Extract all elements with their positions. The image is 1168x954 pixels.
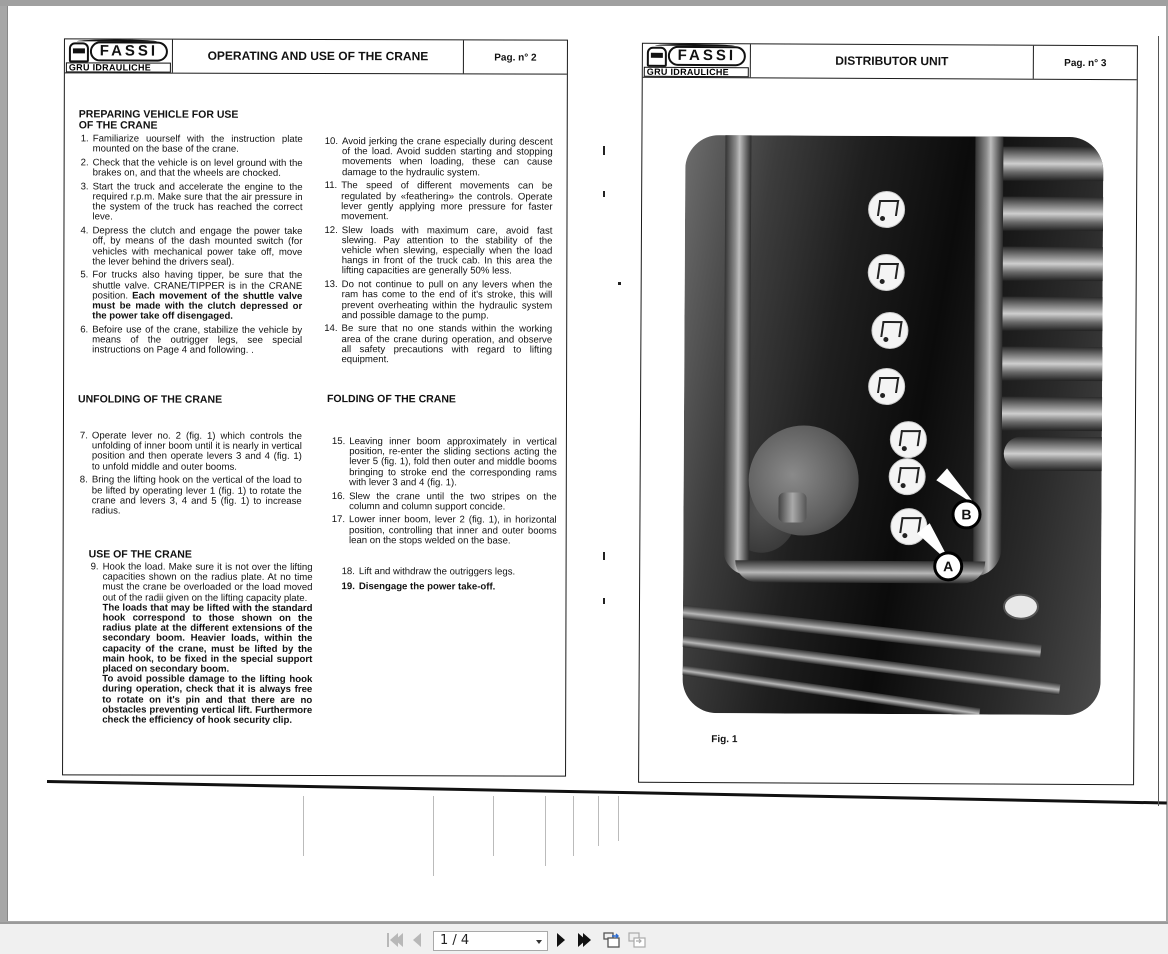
list-item: 18. Lift and withdraw the outriggers legs. xyxy=(341,566,516,578)
logo-subtitle: GRU IDRAULICHE xyxy=(644,67,749,78)
navigation-toolbar xyxy=(0,922,1168,954)
chevron-down-icon[interactable] xyxy=(536,940,542,944)
last-page-button[interactable] xyxy=(577,932,593,948)
use-list xyxy=(90,562,312,729)
left-page-header xyxy=(65,39,567,74)
scan-speck xyxy=(603,552,605,560)
fassi-logo xyxy=(643,44,751,78)
folding-final-list xyxy=(342,567,552,596)
scan-streak xyxy=(598,796,599,846)
list-item: 8. Bring the lifting hook on the vertical of the load to be lifted by operating lever 1 (fig. 1) to rotate the crane and levers 3, 4 and 5 (fig. 1) to increase radius. xyxy=(79,474,302,517)
scan-streak xyxy=(433,796,434,876)
figure-caption: Fig. 1 xyxy=(711,734,738,746)
lever-knob-b xyxy=(889,458,926,495)
section-heading-folding: FOLDING OF THE CRANE xyxy=(327,393,456,406)
callout-b: B xyxy=(951,499,981,529)
lever-knob-5 xyxy=(890,421,927,458)
list-item: 1. Familiarize uourself with the instruction plate mounted on the base of the crane. xyxy=(80,133,303,156)
previous-page-icon xyxy=(413,933,421,947)
preparing-list xyxy=(80,134,303,360)
page-title: OPERATING AND USE OF THE CRANE xyxy=(207,48,429,64)
two-page-view-icon xyxy=(628,932,646,948)
scan-speck xyxy=(618,282,621,285)
unfolding-list xyxy=(80,431,302,520)
logo-brand: FASSI xyxy=(90,41,168,61)
list-item: 13. Do not continue to pull on any levers when the ram has come to the end of it's stroke, this will prevent overheating within the hydraulic system and possible damage to the pump. xyxy=(324,279,553,322)
list-item: 12. Slew loads with maximum care, avoid fast slewing. Pay attention to the stability of the vehicle when slewing, especially when the load hangs in front of the truck cab. In this area the lifting capacities are generally 50% less. xyxy=(324,224,553,277)
fassi-logo xyxy=(65,39,173,72)
lever-knob-2 xyxy=(868,254,905,291)
bolt xyxy=(778,492,806,522)
list-item: 7. Operate lever no. 2 (fig. 1) which controls the unfolding of inner boom until it is nearly in vertical position and then operate levers 3 and 4 (fig. 1) to unfold middle and outer booms. xyxy=(79,430,302,473)
logo-subtitle: GRU IDRAULICHE xyxy=(66,62,171,72)
bolt xyxy=(1003,594,1039,620)
list-item: 16. Slew the crane until the two stripes on the column and column support concide. xyxy=(331,490,557,513)
scan-speck xyxy=(603,598,605,604)
logo-brand: FASSI xyxy=(668,46,746,66)
page-number: Pag. n° 2 xyxy=(463,40,567,73)
document-canvas[interactable] xyxy=(7,6,1166,921)
list-item: 10. Avoid jerking the crane especially during descent of the load. Avoid sudden starting and stopping movements when loading, these can cause damage to the hydraulic system. xyxy=(324,136,553,179)
lever-knob-3 xyxy=(871,312,908,349)
list-item: 3. Start the truck and accelerate the engine to the required r.p.m. Make sure that the air pressure in the system of the truck has reached the correct leve. xyxy=(80,181,303,223)
page-selector[interactable] xyxy=(433,931,548,951)
left-page xyxy=(62,38,568,776)
guard-pipe xyxy=(723,135,751,575)
scan-streak xyxy=(493,796,494,856)
scan-streak xyxy=(573,796,574,856)
truck-icon xyxy=(647,47,667,67)
scan-streak xyxy=(618,796,619,841)
list-item: 9. Hook the load. Make sure it is not over the lifting capacities shown on the radius plate. At no time must the crane be overloaded or the load moved out of the radii given on the lifting capacity plate. The loads that may be lifted with the standard hook correspond to those shown on the radius plate at the different extensions of the secondary boom. Heavier loads, within the capacity of the crane, must be lifted by the main hook, to be fixed in the special support placed on secondary boom. To avoid possible damage to the lifting hook during operation, check that it is always free to rotate on it's pin and that there are no obstacles preventing vertical lift. Furthermore check the efficiency of hook security clip. xyxy=(90,561,313,726)
scan-streak xyxy=(303,796,304,856)
callout-a: A xyxy=(933,551,963,581)
list-item: 5. For trucks also having tipper, be sure that the shuttle valve. CRANE/TIPPER is in the CRANE position. Each movement of the shuttle valve must be made with the clutch depressed or the power take off disengaged. xyxy=(80,269,303,323)
list-item: 6. Befoire use of the crane, stabilize the vehicle by means of the outrigger legs, see special instructions on Page 4 and following. . xyxy=(80,324,303,357)
distributor-unit-photo xyxy=(682,135,1103,715)
section-heading-preparing: PREPARING VEHICLE FOR USE OF THE CRANE xyxy=(78,108,239,132)
lever-knob-4 xyxy=(868,368,905,405)
section-heading-use: USE OF THE CRANE xyxy=(88,548,192,561)
scan-streak xyxy=(545,796,546,866)
list-item: 2. Check that the vehicle is on level ground with the brakes on, and that the wheels are chocked. xyxy=(80,157,303,180)
lever-knob-1 xyxy=(868,191,905,228)
section-heading-unfolding: UNFOLDING OF THE CRANE xyxy=(78,393,223,406)
single-page-view-icon xyxy=(603,932,621,948)
right-page-header xyxy=(643,44,1137,81)
list-item: 15. Leaving inner boom approximately in vertical position, re-enter the sliding sections acting the lever 5 (fig. 1), fold then outer and middle booms bringing to stroke end the corresponding rams with lever 3 and 4 (fig. 1). xyxy=(331,436,557,489)
list-item: 14. Be sure that no one stands within the working area of the crane during operation, and observe all safety precautions with regard to lifting equipment. xyxy=(324,323,553,366)
continued-list xyxy=(324,137,553,369)
page-selector-value: 1 / 4 xyxy=(440,933,470,948)
list-item: 4. Depress the clutch and engage the power take off, by means of the dash mounted switch (for vehicles with mechanical power take off, move the lever behind the drivers seal). xyxy=(80,225,303,268)
next-page-button[interactable] xyxy=(554,932,570,948)
list-item: 19. Disengage the power take-off. xyxy=(341,581,496,593)
first-page-button[interactable] xyxy=(386,932,402,948)
previous-page-button[interactable] xyxy=(410,932,426,948)
next-page-icon xyxy=(557,933,565,947)
page-number: Pag. n° 3 xyxy=(1033,46,1137,80)
scan-speck xyxy=(603,146,605,155)
two-page-view-button[interactable] xyxy=(628,932,644,948)
valve-rod xyxy=(1004,437,1104,472)
list-item: 17. Lower inner boom, lever 2 (fig. 1), in horizontal position, controlling that inner and outer booms lean on the stops welded on the base. xyxy=(331,514,557,547)
right-page xyxy=(638,43,1138,786)
truck-icon xyxy=(69,42,89,62)
list-item: 11. The speed of different movements can be regulated by «feathering» the controls. Operate lever gently applying more pressure for faster movement. xyxy=(324,180,553,223)
scan-right-edge xyxy=(1158,36,1159,806)
page-title: DISTRIBUTOR UNIT xyxy=(835,53,949,69)
single-page-view-button[interactable] xyxy=(603,932,619,948)
scan-speck xyxy=(603,191,605,197)
folding-list xyxy=(332,437,557,550)
